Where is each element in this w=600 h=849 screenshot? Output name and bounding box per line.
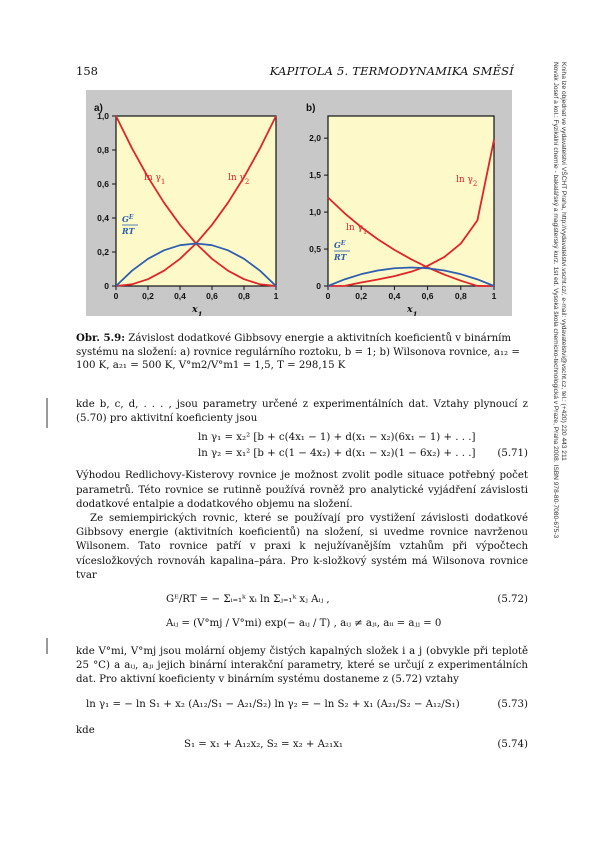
x-axis-label-sub: 1	[412, 309, 418, 316]
equation-5-74	[76, 738, 528, 756]
equation-number: (5.74)	[497, 738, 528, 750]
plot-a	[94, 103, 279, 316]
plot-area	[116, 116, 276, 286]
label-ln-gamma1-sub: 1	[362, 228, 368, 236]
caption-label: Obr. 5.9:	[76, 332, 126, 344]
paragraph-3: Ze semiempirických rovnic, které se používají pro vystižení závislosti dodatkové Gibbsovy energie (aktivitních koeficientů) na složení, si uvedme rovnice navrženou Wilsonem. Tato rovnice patří v praxi k nejužívanějším vztahům při výpočtech vícesložkových rovnováh kapalina–pára. Pro k-složkový systém má Wilsonova rovnice tvar	[76, 513, 528, 581]
equation-5-72	[76, 591, 528, 639]
y-tick-label: 0,4	[97, 213, 109, 223]
x-axis-label	[406, 304, 418, 316]
x-tick-label: 0,8	[238, 291, 250, 301]
label-ln-gamma2-sub: 2	[472, 180, 478, 188]
label-ge-text: G	[122, 214, 129, 224]
panel-label: a)	[94, 103, 103, 114]
label-ln-gamma1-text: ln γ	[346, 223, 363, 233]
paragraph-5: kde	[76, 724, 95, 736]
x-tick-label: 0,2	[142, 291, 154, 301]
x-axis-label-text: x	[407, 304, 413, 315]
page-number: 158	[76, 64, 98, 78]
equation-line: ln γ₁ = − ln S₁ + x₂ (A₁₂/S₁ − A₂₁/S₂) ln γ₂ = − ln S₂ + x₁ (A₂₁/S₂ − A₁₂/S₁)	[86, 698, 460, 710]
y-tick-label: 1,0	[97, 111, 109, 121]
label-ln-gamma2-text: ln γ	[228, 173, 245, 183]
x-tick-label: 0,6	[421, 291, 434, 301]
label-ln-gamma2-text: ln γ	[456, 175, 473, 185]
label-ln-gamma1-text: ln γ	[144, 173, 161, 183]
y-tick-label: 0,2	[97, 247, 109, 257]
x-tick-label: 1	[273, 291, 279, 301]
x-tick-label: 0,4	[174, 291, 186, 301]
sidebar-line-1: Novák Josef a kol.: Fyzikální chemie - bakalářský a magisterský kurz. 1st ed. Vysoká škola chemicko-technologická v Praze, Praha 2008. ISBN 978-80-7080-675-3	[552, 62, 559, 539]
margin-bar	[46, 638, 48, 654]
equation-line: Gᴱ/RT = − Σᵢ₌₁ᵏ xᵢ ln Σⱼ₌₁ᵏ xⱼ Aᵢⱼ ,	[166, 594, 330, 606]
equation-line: S₁ = x₁ + A₁₂x₂, S₂ = x₂ + A₂₁x₁	[184, 738, 344, 750]
equation-line: Aᵢⱼ = (V°mj / V°mi) exp(− aᵢⱼ / T) , aᵢⱼ ≠ aⱼᵢ, aᵢᵢ = aⱼⱼ = 0	[166, 618, 442, 630]
y-tick-label: 0	[316, 281, 321, 291]
x-tick-label: 0	[325, 291, 331, 301]
paragraph-1: kde b, c, d, . . . , jsou parametry určené z experimentálních dat. Vztahy plynoucí z (5.70) pro aktivitní koeficienty jsou	[76, 399, 528, 425]
label-rt: RT	[334, 252, 347, 262]
y-tick-label: 0,6	[97, 179, 109, 189]
equation-number: (5.71)	[497, 448, 528, 460]
plot-b	[306, 103, 497, 316]
label-rt: RT	[122, 226, 135, 236]
equation-number: (5.72)	[497, 594, 528, 606]
y-tick-label: 0,8	[97, 145, 109, 155]
label-ge-sup: E	[340, 239, 346, 247]
panel-label: b)	[306, 103, 316, 114]
running-head: KAPITOLA 5. TERMODYNAMIKA SMĚSÍ	[269, 64, 514, 78]
equation-5-71	[76, 431, 528, 463]
label-ln-gamma1-sub: 1	[160, 178, 166, 186]
plot-area	[328, 116, 494, 286]
sidebar-note	[548, 60, 568, 600]
label-ge-sup: E	[128, 213, 134, 221]
x-axis-label	[191, 304, 203, 316]
x-tick-label: 0,4	[388, 291, 401, 301]
label-ln-gamma2-sub: 2	[244, 178, 250, 186]
x-axis-label-text: x	[192, 304, 198, 315]
y-tick-label: 2,0	[309, 133, 321, 144]
paragraph-4: kde V°mi, V°mj jsou molární objemy čistých kapalných složek i a j (obvykle při teplotě 25 °C) a aᵢⱼ, aⱼᵢ jejich binární interakční parametry, které se určují z experimentálních dat. Pro aktivní koeficienty v binárním systému dostaneme z (5.72) vztahy	[76, 646, 528, 686]
sidebar-line-2: Kniha lze objednat ve vydavatelství VŠCHT Praha, http://vydavatelstvi.vscht.cz/, e-mail: vydavatelstvi@vscht.cz, tel.: (+420) 220 443 211	[560, 62, 567, 461]
figure-caption	[76, 332, 528, 373]
x-tick-label: 0	[113, 291, 119, 301]
equation-5-73	[76, 696, 528, 718]
equation-line: ln γ₂ = x₁² [b + c(1 − 4x₂) + d(x₁ − x₂)(1 − 6x₂) + . . .]	[198, 448, 476, 460]
y-tick-label: 1,5	[309, 170, 321, 181]
x-axis-label-sub: 1	[197, 309, 203, 316]
label-ge-text: G	[334, 240, 341, 250]
figure	[86, 90, 512, 316]
x-tick-label: 1	[491, 291, 497, 301]
equation-number: (5.73)	[497, 698, 528, 710]
caption-text: Závislost dodatkové Gibbsovy energie a aktivitních koeficientů v binárním systému na složení: a) rovnice regulárního roztoku, b = 1; b) Wilsonova rovnice, a₁₂ = 100 K, a₂₁ = 500 K, V°m2/V°m1 = 1,5, T = 298,15 K	[76, 333, 520, 372]
y-tick-label: 0	[104, 281, 109, 291]
x-tick-label: 0,2	[355, 291, 368, 301]
equation-line: ln γ₁ = x₂² [b + c(4x₁ − 1) + d(x₁ − x₂)(6x₁ − 1) + . . .]	[198, 432, 476, 444]
paragraph-2: Výhodou Redlichovy-Kisterovy rovnice je možnost zvolit podle situace potřebný počet parametrů. Této rovnice se rutinně používá rovněž pro analytické vyjádření závislosti dodatkové entalpie a dodatkového objemu na složení.	[76, 470, 528, 510]
y-tick-label: 0,5	[309, 244, 321, 255]
x-tick-label: 0,8	[454, 291, 467, 301]
y-tick-label: 1,0	[309, 207, 321, 218]
body-text	[76, 398, 528, 762]
margin-bar	[46, 398, 48, 428]
x-tick-label: 0,6	[206, 291, 218, 301]
